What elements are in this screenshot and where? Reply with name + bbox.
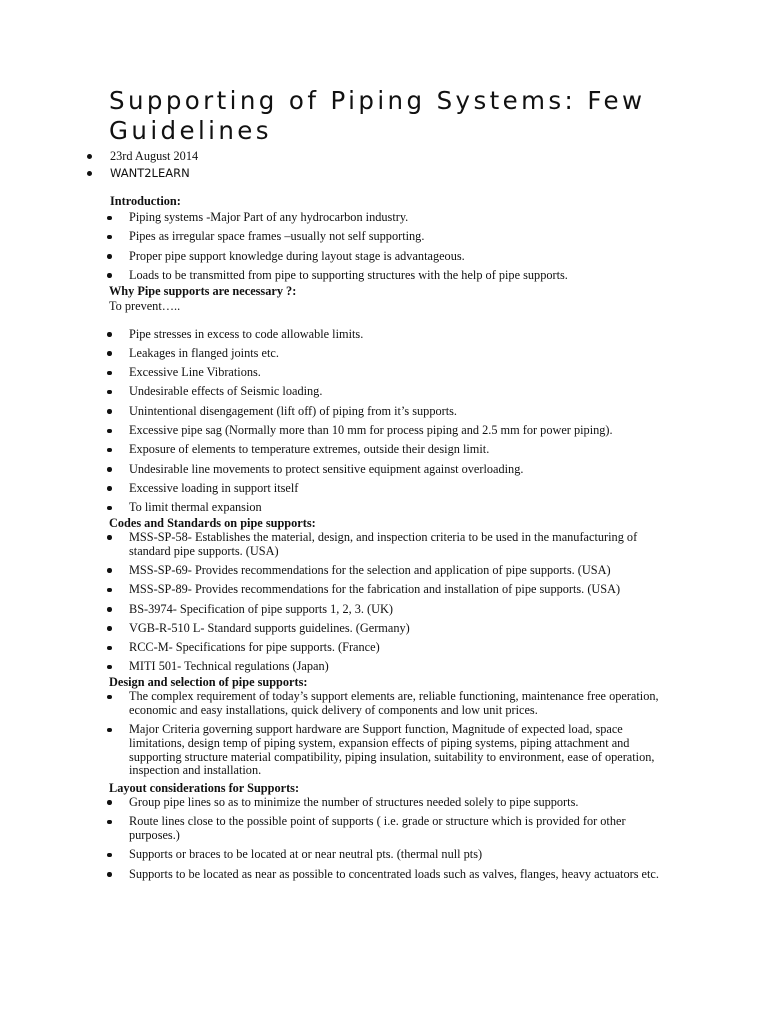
list-item: MSS-SP-89- Provides recommendations for the fabrication and installation of pipe supports. (USA) [109, 583, 669, 597]
publish-date: 23rd August 2014 [86, 148, 198, 165]
document-body [109, 194, 669, 887]
document-meta [86, 148, 198, 182]
list-item: Exposure of elements to temperature extremes, outside their design limit. [109, 443, 669, 457]
list-item: MSS-SP-58- Establishes the material, design, and inspection criteria to be used in the manufacturing of standard pipe supports. (USA) [109, 531, 669, 558]
list-item: Unintentional disengagement (lift off) of piping from it’s supports. [109, 405, 669, 419]
list-item: Piping systems -Major Part of any hydrocarbon industry. [109, 211, 669, 225]
list-item: The complex requirement of today’s support elements are, reliable functioning, maintenance free operation, economic and easy installations, quick delivery of components and low unit prices. [109, 690, 669, 717]
list-item: Pipes as irregular space frames –usually not self supporting. [109, 230, 669, 244]
list-item: Supports or braces to be located at or near neutral pts. (thermal null pts) [109, 848, 669, 862]
list-item: Proper pipe support knowledge during layout stage is advantageous. [109, 250, 669, 264]
list-item: MITI 501- Technical regulations (Japan) [109, 660, 669, 674]
list-item: To limit thermal expansion [109, 501, 669, 515]
layout-list [109, 796, 669, 881]
list-item: MSS-SP-69- Provides recommendations for the selection and application of pipe supports. (USA) [109, 564, 669, 578]
list-item: Route lines close to the possible point of supports ( i.e. grade or structure which is provided for other purposes.) [109, 815, 669, 842]
author-link[interactable]: WANT2LEARN [86, 165, 198, 182]
section-heading-design: Design and selection of pipe supports: [109, 675, 308, 690]
list-item: Undesirable line movements to protect sensitive equipment against overloading. [109, 463, 669, 477]
list-item: Excessive pipe sag (Normally more than 10 mm for process piping and 2.5 mm for power piping). [109, 424, 669, 438]
design-list [109, 690, 669, 778]
introduction-list [109, 211, 669, 283]
list-item: Pipe stresses in excess to code allowable limits. [109, 328, 669, 342]
document-title: Supporting of Piping Systems: Few Guidelines [109, 86, 646, 145]
section-heading-why: Why Pipe supports are necessary ?: [109, 283, 297, 298]
section-heading-layout: Layout considerations for Supports: [109, 780, 300, 795]
list-item: BS-3974- Specification of pipe supports 1, 2, 3. (UK) [109, 603, 669, 617]
list-item: RCC-M- Specifications for pipe supports. (France) [109, 641, 669, 655]
list-item: VGB-R-510 L- Standard supports guidelines. (Germany) [109, 622, 669, 636]
list-item: Leakages in flanged joints etc. [109, 347, 669, 361]
list-item: Supports to be located as near as possible to concentrated loads such as valves, flanges, heavy actuators etc. [109, 868, 669, 882]
list-item: Undesirable effects of Seismic loading. [109, 385, 669, 399]
list-item: Loads to be transmitted from pipe to supporting structures with the help of pipe supports. [109, 269, 669, 283]
codes-list [109, 531, 669, 674]
section-heading-codes: Codes and Standards on pipe supports: [109, 515, 316, 530]
list-item: Excessive loading in support itself [109, 482, 669, 496]
section-heading-introduction: Introduction: [110, 194, 181, 208]
list-item: Excessive Line Vibrations. [109, 366, 669, 380]
list-item: Group pipe lines so as to minimize the number of structures needed solely to pipe supports. [109, 796, 669, 810]
why-list [109, 328, 669, 515]
list-item: Major Criteria governing support hardware are Support function, Magnitude of expected load, space limitations, design temp of piping system, expansion effects of piping systems, piping attachment and supporting structure material compatibility, piping insulation, suitability to environment, ease of operation, inspection and installation. [109, 723, 669, 778]
section-subheading-why: To prevent….. [109, 298, 181, 313]
